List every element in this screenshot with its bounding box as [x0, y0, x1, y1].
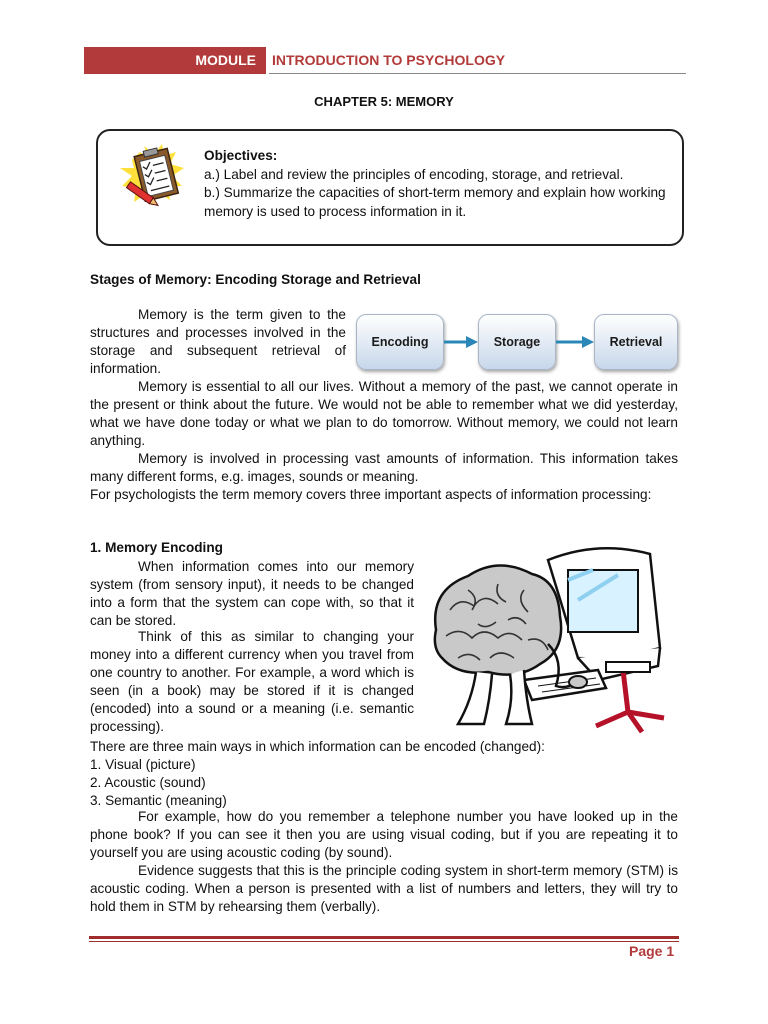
- flow-node-retrieval: Retrieval: [594, 314, 678, 370]
- encoding-paragraph-3: There are three main ways in which information can be encoded (changed):: [90, 739, 545, 754]
- encoding-paragraph-2: Think of this as similar to changing your money into a different currency when you travel from one country to another. For example, a word which is seen (in a book) may be stored if it is changed (encoded) into a sound or a meaning (i.e. semantic processing).: [90, 629, 414, 734]
- header-rule: [269, 73, 686, 74]
- objective-item: b.) Summarize the capacities of short-term memory and explain how working memory is used to process information in it.: [204, 185, 666, 219]
- encoding-paragraph-1: When information comes into our memory system (from sensory input), it needs to be changed into a form that the system can cope with, so that it can be stored.: [90, 559, 414, 628]
- encoding-paragraph-5: Evidence suggests that this is the principle coding system in short-term memory (STM) is acoustic coding. When a person is presented with a list of numbers and letters, they will try to hold them in STM by rehearsing them (verbally).: [90, 863, 678, 914]
- memory-stages-diagram: [354, 310, 680, 372]
- stages-paragraph-3: Memory is involved in processing vast amounts of information. This information takes many different forms, e.g. images, sounds or meaning.: [90, 451, 678, 484]
- chapter-title: CHAPTER 5: MEMORY: [314, 94, 454, 109]
- clipboard-checklist-icon: [118, 142, 190, 214]
- stages-intro: Memory is the term given to the structures and processes involved in the storage and subsequent retrieval of information.: [90, 307, 346, 376]
- flow-node-storage: Storage: [478, 314, 556, 370]
- list-item: 1. Visual (picture): [90, 757, 196, 772]
- course-title: INTRODUCTION TO PSYCHOLOGY: [272, 52, 506, 68]
- footer-rule: [89, 936, 679, 939]
- stages-paragraph-2: Memory is essential to all our lives. Without a memory of the past, we cannot operate in the present or think about the future. We would not be able to remember what we did yesterday, what we have done today or what we plan to do tomorrow. Without memory, we could not learn anything.: [90, 379, 678, 448]
- footer-rule: [89, 941, 679, 942]
- flow-node-encoding: Encoding: [356, 314, 444, 370]
- module-label: MODULE: [84, 47, 266, 74]
- objective-item: a.) Label and review the principles of encoding, storage, and retrieval.: [204, 166, 624, 182]
- objectives-heading: Objectives:: [204, 148, 278, 163]
- list-item: 3. Semantic (meaning): [90, 793, 227, 808]
- stages-heading: Stages of Memory: Encoding Storage and Retrieval: [90, 272, 421, 287]
- list-item: 2. Acoustic (sound): [90, 775, 206, 790]
- header-separator: [266, 47, 269, 74]
- encoding-list: [90, 756, 678, 810]
- encoding-heading: 1. Memory Encoding: [90, 540, 223, 555]
- encoding-paragraph-4: For example, how do you remember a telephone number you have looked up in the phone book? If you can see it then you are using visual coding, but if you are repeating it to yourself you are using acoustic coding (by sound).: [90, 809, 678, 860]
- page-number: Page 1: [629, 943, 675, 959]
- brain-computer-illustration: [428, 540, 690, 736]
- stages-paragraph-4: For psychologists the term memory covers three important aspects of information processing:: [90, 487, 652, 502]
- objectives-text: [204, 147, 676, 221]
- flow-arrow-icon: [444, 335, 478, 349]
- flow-arrow-icon: [556, 335, 594, 349]
